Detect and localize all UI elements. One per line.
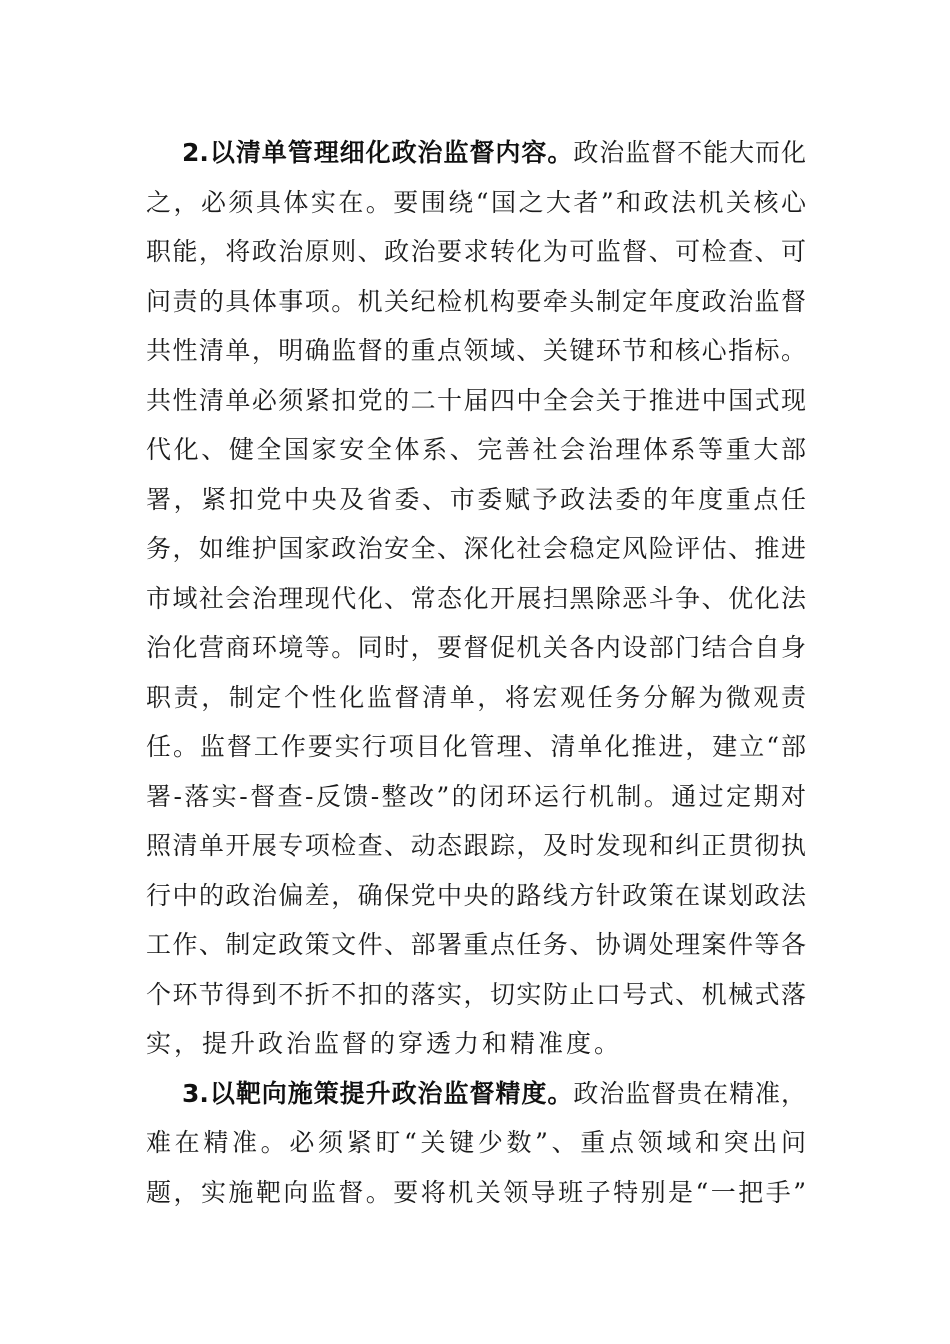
- section-3-line: 题，实施靶向监督。要将机关领导班子特别是“一把手”: [146, 1177, 806, 1207]
- section-2-line: 职责，制定个性化监督清单，将宏观任务分解为微观责: [146, 682, 806, 712]
- section-3-line: 难在精准。必须紧盯“关键少数”、重点领域和突出问: [146, 1128, 806, 1157]
- section-2-line: 行中的政治偏差，确保党中央的路线方针政策在谋划政法: [146, 880, 806, 910]
- section-2-line: 代化、健全国家安全体系、完善社会治理体系等重大部: [146, 435, 806, 464]
- section-2-paragraph: [146, 128, 806, 1069]
- section-2-line: 治化营商环境等。同时，要督促机关各内设部门结合自身: [146, 633, 806, 662]
- section-2-line: 工作、制定政策文件、部署重点任务、协调处理案件等各: [146, 930, 806, 959]
- section-2-line-1: [146, 128, 806, 178]
- section-3-paragraph: [146, 1069, 806, 1218]
- section-2-line: 之，必须具体实在。要围绕“国之大者”和政法机关核心: [146, 187, 806, 217]
- section-2-line: 共性清单，明确监督的重点领域、关键环节和核心指标。: [146, 336, 806, 365]
- section-2-line: 职能，将政治原则、政治要求转化为可监督、可检查、可: [146, 237, 806, 266]
- section-2-line: 署-落实-督查-反馈-整改”的闭环运行机制。通过定期对: [146, 781, 806, 811]
- section-3-heading: 3.以靶向施策提升政治监督精度。: [182, 1078, 574, 1108]
- section-2-line: 照清单开展专项检查、动态跟踪，及时发现和纠正贯彻执: [146, 831, 806, 860]
- section-3-line-1-text: 政治监督贵在精准，: [573, 1078, 806, 1108]
- section-2-line-last: 实，提升政治监督的穿透力和精准度。: [146, 1029, 623, 1058]
- section-2-line: 市域社会治理现代化、常态化开展扫黑除恶斗争、优化法: [146, 583, 806, 613]
- section-2-line: 个环节得到不折不扣的落实，切实防止口号式、机械式落: [146, 979, 806, 1009]
- document-body: [146, 128, 806, 1217]
- section-2-line: 署，紧扣党中央及省委、市委赋予政法委的年度重点任: [146, 484, 806, 514]
- section-2-line: 任。监督工作要实行项目化管理、清单化推进，建立“部: [146, 732, 806, 761]
- section-2-heading: 2.以清单管理细化政治监督内容。: [182, 138, 574, 167]
- section-2-line: 共性清单必须紧扣党的二十届四中全会关于推进中国式现: [146, 385, 806, 415]
- section-2-line-1-text: 政治监督不能大而化: [573, 138, 806, 167]
- section-2-line: 问责的具体事项。机关纪检机构要牵头制定年度政治监督: [146, 286, 806, 316]
- section-3-line-1: [146, 1069, 806, 1119]
- section-2-line: 务，如维护国家政治安全、深化社会稳定风险评估、推进: [146, 534, 806, 563]
